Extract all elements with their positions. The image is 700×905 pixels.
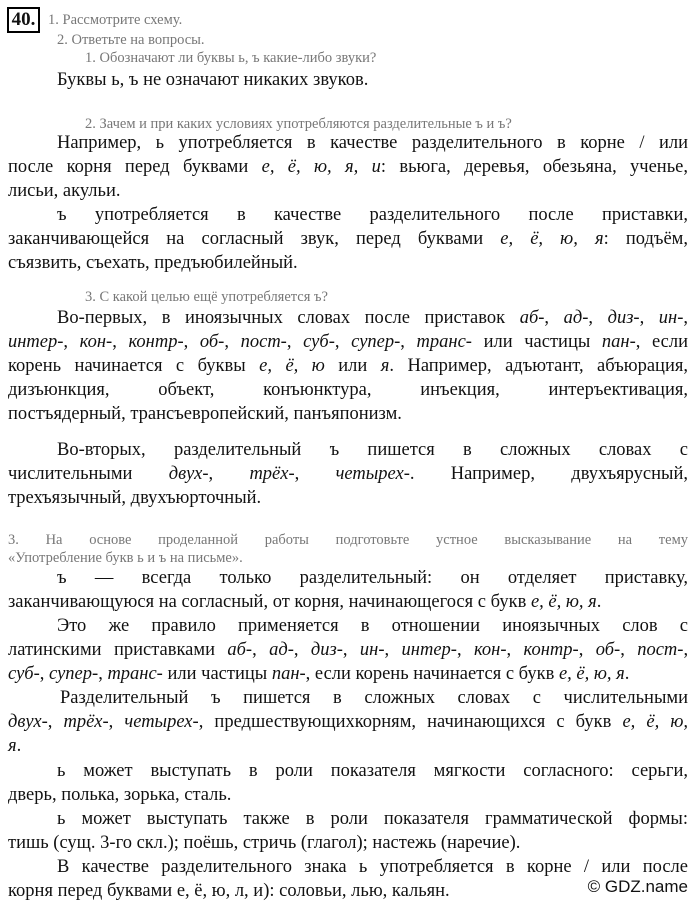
italic-run: е, ё, ю, я (530, 592, 597, 612)
italic-run: контр- (523, 640, 579, 660)
text-run: Разделительный ъ пишется в сложных словах с числительными (60, 688, 688, 708)
text-line (8, 402, 688, 426)
text-run: заканчивающейся на согласный звук, перед буквами (8, 229, 501, 249)
text-run: , (252, 640, 270, 660)
task-2: 2. Ответьте на вопросы. (57, 32, 205, 48)
text-line (8, 486, 688, 510)
text-run: , если корень начинается с букв (305, 664, 559, 684)
italic-run: об- (595, 640, 621, 660)
italic-run: интер- (401, 640, 457, 660)
text-line (8, 686, 688, 710)
text-run: , (47, 712, 64, 732)
italic-run: двух- (8, 712, 48, 732)
italic-run: транс- (416, 332, 472, 352)
text-run: дверь, полька, зорька, сталь. (8, 785, 232, 805)
question-3: 3. С какой целью ещё употребляется ъ? (85, 289, 328, 305)
text-line (8, 438, 688, 462)
text-run: ъ употребляется в качестве разделительного после приставки, (57, 205, 688, 225)
text-line (8, 855, 688, 879)
italic-run: я (8, 736, 17, 756)
text-run: . (16, 736, 22, 756)
text-run: : подъём, (603, 229, 688, 249)
text-line (8, 734, 688, 758)
text-run: , предшествующихкорням, начинающихся с букв (198, 712, 623, 732)
text-run: или частицы (471, 332, 602, 352)
italic-run: транс- (107, 664, 163, 684)
italic-run: суб- (303, 332, 335, 352)
text-run: латинскими приставками (8, 640, 228, 660)
text-line (8, 831, 688, 855)
text-run: В качестве разделительного знака ь употребляется в корне / или после (57, 857, 688, 877)
paragraph-answer-2b (8, 203, 688, 275)
text-run: Во-вторых, разделительный ъ пишется в сложных словах с (57, 440, 688, 460)
text-line (8, 531, 688, 549)
text-run: , (683, 308, 689, 328)
text-line (8, 354, 688, 378)
question-1: 1. Обозначают ли буквы ь, ъ какие-либо звуки? (85, 50, 377, 66)
text-line (8, 462, 688, 486)
paragraph-speech-3 (8, 686, 688, 758)
text-line (8, 155, 688, 179)
text-run: , (108, 712, 125, 732)
text-line (8, 662, 688, 686)
italic-run: интер- (8, 332, 64, 352)
text-run: дизъюнкция, объект, конъюнктура, инъекция, интеръективация, (8, 380, 688, 400)
paragraph-speech-4 (8, 759, 688, 807)
text-run: , (620, 640, 638, 660)
italic-run: кон- (473, 640, 507, 660)
paragraph-speech-5 (8, 807, 688, 855)
text-line (8, 879, 688, 903)
text-line (8, 378, 688, 402)
text-run: ь может выступать в роли показателя мягкости согласного: серьги, (57, 761, 688, 781)
text-run: , (208, 464, 250, 484)
text-run: , (683, 640, 689, 660)
italic-run: аб- (227, 640, 253, 660)
text-line (8, 179, 688, 203)
text-run: корень начинается с буквы (8, 356, 260, 376)
italic-run: пост- (240, 332, 287, 352)
italic-run: ин- (359, 640, 385, 660)
text-run: съязвить, съехать, предъюбилейный. (8, 253, 298, 273)
italic-run: пан- (601, 332, 636, 352)
text-run: , (286, 332, 304, 352)
italic-run: трёх- (63, 712, 109, 732)
text-run: , (578, 640, 596, 660)
italic-run: четырех- (335, 464, 410, 484)
text-run: , (293, 640, 311, 660)
text-line (8, 614, 688, 638)
question-2: 2. Зачем и при каких условиях употребляются разделительные ъ и ъ? (85, 116, 512, 132)
text-run: Например, ь употребляется в качестве разделительного в корне / или (57, 133, 688, 153)
task-3 (8, 531, 688, 567)
italic-run: двух- (168, 464, 209, 484)
text-run: , (506, 640, 524, 660)
italic-run: пост- (637, 640, 684, 660)
paragraph-speech-6 (8, 855, 688, 903)
text-run: , (384, 640, 402, 660)
text-run: «Употребление букв ь и ъ на письме». (8, 550, 243, 566)
italic-run: е, ё, ю (259, 356, 325, 376)
italic-run: ад- (269, 640, 294, 660)
text-line (8, 590, 688, 614)
text-run: трехъязычный, двухъюрточный. (8, 488, 262, 508)
italic-run: е, ё, ю, (622, 712, 688, 732)
task-1: 1. Рассмотрите схему. (48, 12, 183, 28)
text-line (8, 549, 688, 567)
italic-run: суб- (8, 664, 40, 684)
text-line (8, 251, 688, 275)
text-line (8, 330, 688, 354)
text-run: , (183, 332, 200, 352)
text-run: , (456, 640, 474, 660)
text-run: лисьи, акульи. (8, 181, 121, 201)
text-run: , (39, 664, 50, 684)
text-line (8, 306, 688, 330)
italic-run: контр- (128, 332, 184, 352)
text-line (8, 759, 688, 783)
italic-run: е, ё, ю, я (558, 664, 625, 684)
watermark: © GDZ.name (587, 877, 688, 896)
text-run: , (400, 332, 417, 352)
text-run: : вьюга, деревья, обезьяна, ученье, (380, 157, 688, 177)
text-line (8, 638, 688, 662)
text-run: числительными (8, 464, 169, 484)
text-line (8, 566, 688, 590)
italic-run: кон- (79, 332, 113, 352)
italic-run: диз- (310, 640, 343, 660)
italic-run: аб- (519, 308, 545, 328)
text-run: постъядерный, трансъевропейский, панъяпонизм. (8, 404, 402, 424)
text-run: , (98, 664, 108, 684)
paragraph-answer-2a (8, 131, 688, 203)
text-run: Во-первых, в иноязычных словах после приставок (57, 308, 520, 328)
italic-run: супер- (351, 332, 401, 352)
text-run: , (294, 464, 336, 484)
italic-run: я (380, 356, 390, 376)
text-line (8, 710, 688, 734)
italic-run: диз- (607, 308, 640, 328)
paragraph-answer-3a (8, 306, 688, 426)
text-run: . Например, адъютант, абъюрация, (389, 356, 688, 376)
italic-run: супер- (49, 664, 99, 684)
text-run: , (112, 332, 129, 352)
text-line (8, 68, 688, 92)
italic-run: четырех- (124, 712, 199, 732)
text-run: , (544, 308, 564, 328)
text-run: Буквы ь, ъ не означают никаких звуков. (57, 70, 369, 90)
text-run: , (334, 332, 352, 352)
exercise-number: 40. (7, 7, 40, 33)
text-run: ь может выступать также в роли показателя грамматической формы: (57, 809, 688, 829)
italic-run: об- (199, 332, 225, 352)
paragraph-speech-2 (8, 614, 688, 686)
text-run: . (596, 592, 602, 612)
text-run: , (224, 332, 241, 352)
text-run: , (639, 308, 659, 328)
text-line (8, 203, 688, 227)
text-run: , если (635, 332, 689, 352)
text-run: тишь (сущ. 3-го скл.); поёшь, стричь (глагол); настежь (наречие). (8, 833, 521, 853)
italic-run: е, ё, ю, я (500, 229, 604, 249)
text-run: , (342, 640, 360, 660)
text-run: 3. На основе проделанной работы подготовьте устное высказывание на тему (8, 532, 688, 548)
text-line (8, 227, 688, 251)
italic-run: ад- (563, 308, 589, 328)
text-line (8, 783, 688, 807)
text-run: или частицы (162, 664, 272, 684)
italic-run: ин- (658, 308, 684, 328)
text-run: ъ — всегда только разделительный: он отделяет приставку, (57, 568, 688, 588)
text-run: корня перед буквами е, ё, ю, л, и): соловьи, лью, кальян. (8, 881, 450, 901)
text-run: , (588, 308, 608, 328)
text-run: . (624, 664, 630, 684)
paragraph-speech-1 (8, 566, 688, 614)
text-run: или (324, 356, 381, 376)
text-line (8, 807, 688, 831)
text-run: после корня перед буквами (8, 157, 262, 177)
italic-run: пан- (271, 664, 306, 684)
italic-run: е, ё, ю, я, и (261, 157, 381, 177)
text-run: заканчивающуюся на согласный, от корня, начинающегося с букв (8, 592, 531, 612)
italic-run: трёх- (249, 464, 295, 484)
paragraph-answer-3b (8, 438, 688, 510)
text-run: , (63, 332, 80, 352)
text-run: Это же правило применяется в отношении иноязычных слов с (57, 616, 688, 636)
text-run: . Например, двухъярусный, (409, 464, 688, 484)
paragraph-answer-1 (8, 68, 688, 92)
text-line (8, 131, 688, 155)
